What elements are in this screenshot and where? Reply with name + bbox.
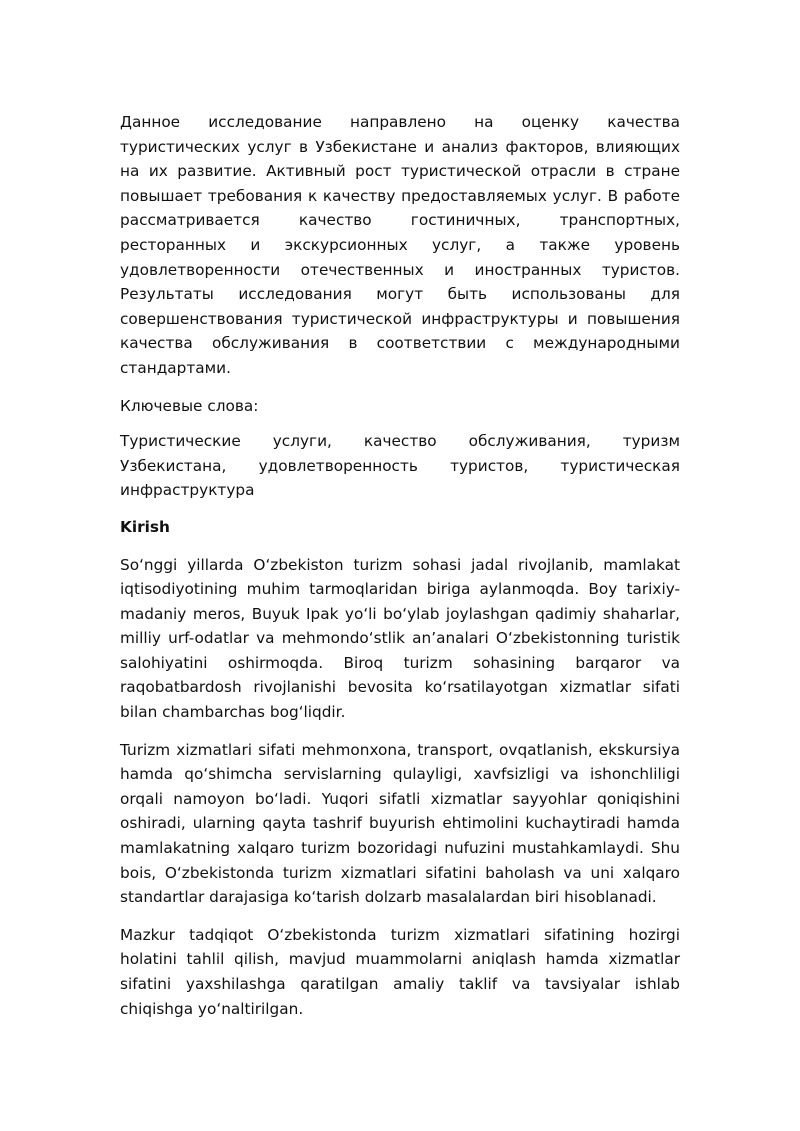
body-paragraph-3: Mazkur tadqiqot Oʻzbekistonda turizm xizmatlari sifatining hozirgi holatini tahlil qilish, mavjud muammolarni aniqlash hamda xizmatlar sifatini yaxshilashga qaratilgan amaliy taklif va tavsiyalar ishlab chiqishga yoʻnaltirilgan. [120, 925, 680, 1018]
document-page [120, 110, 680, 1034]
section-heading-kirish: Kirish [120, 517, 170, 536]
body-paragraph-2: Turizm xizmatlari sifati mehmonxona, transport, ovqatlanish, ekskursiya hamda qoʻshimcha servislarning qulayligi, xavfsizligi va ishonchliligi orqali namoyon boʻladi. Yuqori sifatli xizmatlar sayyohlar qoniqishini oshiradi, ularning qayta tashrif buyurish ehtimolini kuchaytiradi hamda mamlakatning xalqaro turizm bozoridagi nufuzini mustahkamlaydi. Shu bois, Oʻzbekistonda turizm xizmatlari sifatini baholash va uni xalqaro standartlar darajasiga koʻtarish dolzarb masalalardan biri hisoblanadi. [120, 740, 680, 907]
abstract-paragraph: Данное исследование направлено на оценку качества туристических услуг в Узбекистане и анализ факторов, влияющих на их развитие. Активный рост туристической отрасли в стране повышает требования к качеству предоставляемых услуг. В работе рассматривается качество гостиничных, транспортных, ресторанных и экскурсионных услуг, а также уровень удовлетворенности отечественных и иностранных туристов. Результаты исследования могут быть использованы для совершенствования туристической инфраструктуры и повышения качества обслуживания в соответствии с международными стандартами. [120, 113, 680, 377]
body-paragraph-1: Soʻnggi yillarda Oʻzbekiston turizm sohasi jadal rivojlanib, mamlakat iqtisodiyotining muhim tarmoqlaridan biriga aylanmoqda. Boy tarixiy-madaniy meros, Buyuk Ipak yoʻli boʻylab joylashgan qadimiy shaharlar, milliy urf-odatlar va mehmondoʻstlik anʼanalari Oʻzbekistonning turistik salohiyatini oshirmoqda. Biroq turizm sohasining barqaror va raqobatbardosh rivojlanishi bevosita koʻrsatilayotgan xizmatlar sifati bilan chambarchas bogʻliqdir. [120, 555, 680, 722]
keywords-list: Туристические услуги, качество обслуживания, туризм Узбекистана, удовлетворенность туристов, туристическая инфраструктура [120, 432, 680, 500]
keywords-label: Ключевые слова: [120, 396, 259, 415]
